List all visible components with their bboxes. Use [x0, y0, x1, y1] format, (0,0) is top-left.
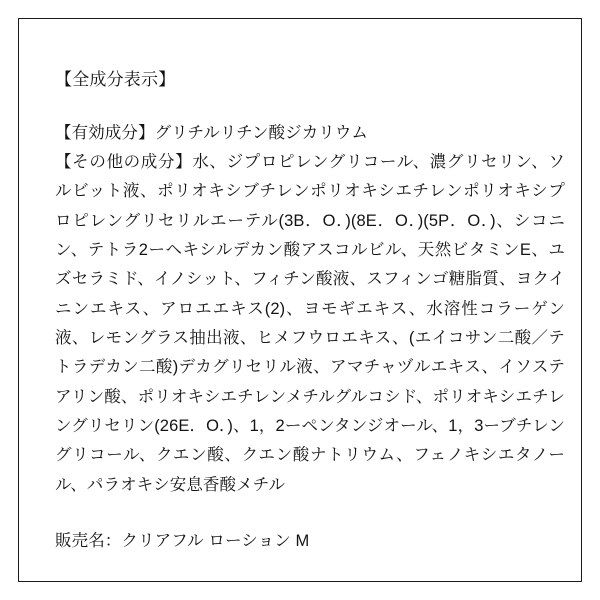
other-ingredients-text: 水、ジプロピレングリコール、濃グリセリン、ソルビット液、ポリオキシブチレンポリオキシエチレンポリオキシプロピレングリセリルエーテル(3B．O．)(8E．O．)(5P．O．)、シコニン、テトラ2ーヘキシルデカン酸アスコルビル、天然ビタミンE、ユズセラミド、イノシット、フィチン酸液、スフィンゴ糖脂質、ヨクイニンエキス、アロエエキス(2)、ヨモギエキス、水溶性コラーゲン液、レモングラス抽出液、ヒメフウロエキス、(エイコサン二酸／テトラデカン二酸)デカグリセリル液、アマチャヅルエキス、イソステアリン酸、ポリオキシエチレンメチルグルコシド、ポリオキシエチレングリセリン(26E．O．)、1，2ーペンタンジオール、1，3ーブチレングリコール、クエン酸、クエン酸ナトリウム、フェノキシエタノール、パラオキシ安息香酸メチル: [55, 152, 565, 494]
product-name-line: [55, 528, 583, 554]
active-ingredients-text: グリチルリチン酸ジカリウム: [154, 123, 368, 142]
other-ingredients-paragraph: [55, 148, 565, 500]
content-frame: [18, 18, 582, 582]
page-title: 【全成分表示】: [55, 70, 176, 89]
ingredient-panel: [55, 67, 583, 555]
product-name-value: クリアフル ローション M: [121, 532, 310, 551]
ingredient-block: [55, 119, 583, 501]
active-ingredients-paragraph: [55, 119, 565, 148]
other-ingredients-label: 【その他の成分】: [55, 152, 193, 171]
product-name-label: 販売名：: [55, 532, 122, 551]
active-ingredients-label: 【有効成分】: [55, 123, 155, 142]
